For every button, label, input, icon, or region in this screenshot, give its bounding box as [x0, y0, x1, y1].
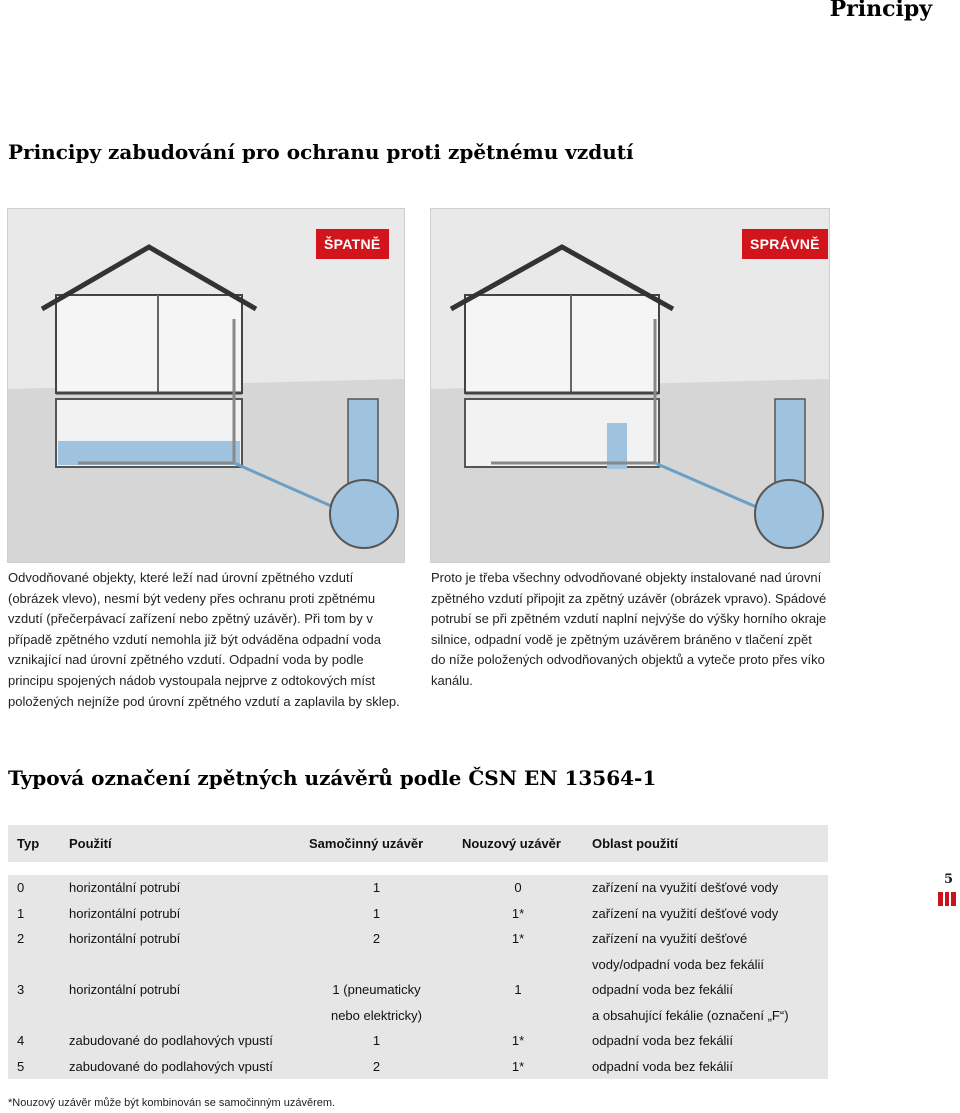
cell-emergency: [453, 952, 583, 978]
cell-emergency: 1*: [511, 931, 525, 947]
table-row: [8, 952, 828, 978]
cell-type: 0: [17, 880, 25, 896]
cell-area: a obsahující fekálie (označení „F“): [592, 1007, 789, 1023]
house-diagram-correct: [431, 209, 829, 562]
page-header-title: Principy: [829, 0, 932, 22]
cell-usage: horizontální potrubí: [69, 982, 181, 998]
cell-emergency: 1*: [511, 905, 525, 921]
cell-emergency: 1*: [511, 1058, 525, 1074]
cell-type: 5: [17, 1058, 25, 1074]
header-emergency-closure: Nouzový uzávěr: [453, 825, 583, 862]
cell-type: 3: [17, 982, 25, 998]
badge-wrong: ŠPATNĚ: [316, 229, 389, 259]
cell-automatic: 1: [372, 905, 381, 921]
cell-automatic: nebo elektricky): [330, 1007, 423, 1023]
cell-type: [8, 952, 60, 978]
cell-type: [8, 1003, 60, 1029]
cell-usage: zabudované do podlahových vpustí: [69, 1058, 273, 1074]
page-marker-bars: [938, 892, 956, 906]
cell-automatic: 1: [372, 1033, 381, 1049]
table-row: [8, 875, 828, 901]
illustration-correct: [430, 208, 830, 563]
cell-automatic: 1: [372, 880, 381, 896]
cell-emergency: [453, 1003, 583, 1029]
house-diagram-wrong: [8, 209, 404, 562]
header-usage: Použití: [60, 825, 300, 862]
cell-emergency: 1*: [511, 1033, 525, 1049]
cell-usage: [60, 1003, 300, 1029]
cell-area: vody/odpadní voda bez fekálií: [592, 956, 765, 972]
paragraph-correct: Proto je třeba všechny odvodňované objekty instalované nad úrovní zpětného vzdutí připojit za zpětný uzávěr (obrázek vpravo). Spádové potrubí se při zpětném vzdutí naplní nejvýše do výšky horního okraje silnice, odpadní vodě je zpětným uzávěrem bráněno v tlačení zpět do níže položených odvodňovaných objektů a vyteče proto přes víko kanálu.: [431, 570, 827, 688]
table-header-row: [8, 825, 828, 862]
cell-area: zařízení na využití dešťové vody: [592, 905, 779, 921]
cell-usage: horizontální potrubí: [69, 880, 181, 896]
cell-emergency: 1: [514, 982, 522, 998]
cell-type: 1: [17, 905, 25, 921]
cell-usage: zabudované do podlahových vpustí: [69, 1033, 273, 1049]
cell-automatic: 1 (pneumaticky: [332, 982, 421, 998]
cell-automatic: 2: [372, 1058, 381, 1074]
cell-area: odpadní voda bez fekálií: [592, 1058, 733, 1074]
table-row: [8, 977, 828, 1003]
cell-usage: horizontální potrubí: [69, 905, 181, 921]
badge-correct: SPRÁVNĚ: [742, 229, 828, 259]
paragraph-wrong: Odvodňované objekty, které leží nad úrovní zpětného vzdutí (obrázek vlevo), nesmí být vedeny přes ochranu proti zpětnému vzdutí (přečerpávací zařízení nebo zpětný uzávěr). Při tom by v případě zpětného vzdutí nemohla již být odváděna odpadní voda vznikající nad úrovní zpětného vzdutí. Odpadní voda by podle principu spojených nádob vystoupala nejprve z odtokových míst položených nejníže pod úrovní zpětného vzdutí a zaplavila by sklep.: [8, 570, 400, 709]
cell-type: 4: [17, 1033, 25, 1049]
section-title-installation: Principy zabudování pro ochranu proti zpětnému vzdutí: [8, 140, 634, 164]
cell-area: zařízení na využití dešťové: [592, 931, 748, 947]
cell-automatic: [300, 952, 453, 978]
cell-area: odpadní voda bez fekálií: [592, 1033, 733, 1049]
cell-automatic: 2: [372, 931, 381, 947]
cell-usage: [60, 952, 300, 978]
table-row: [8, 1028, 828, 1054]
section-title-types: Typová označení zpětných uzávěrů podle ČSN EN 13564-1: [8, 766, 657, 790]
cell-emergency: 0: [514, 880, 522, 896]
header-type: Typ: [8, 825, 60, 862]
cell-type: 2: [17, 931, 25, 947]
page-number: 5: [944, 872, 954, 887]
table-row: [8, 901, 828, 927]
header-application-area: Oblast použití: [583, 825, 828, 862]
header-automatic-closure: Samočinný uzávěr: [300, 825, 453, 862]
table-row: [8, 1003, 828, 1029]
table-row: [8, 1054, 828, 1080]
cell-area: odpadní voda bez fekálií: [592, 982, 733, 998]
cell-usage: horizontální potrubí: [69, 931, 181, 947]
table-footnote: *Nouzový uzávěr může být kombinován se samočinným uzávěrem.: [8, 1097, 336, 1109]
cell-area: zařízení na využití dešťové vody: [592, 880, 779, 896]
table-row: [8, 926, 828, 952]
illustration-wrong: [7, 208, 405, 563]
backflow-types-table: [8, 825, 828, 1079]
